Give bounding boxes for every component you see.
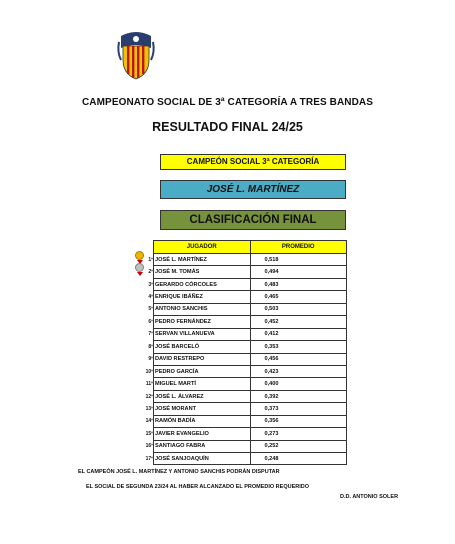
- average-cell: 0,356: [250, 415, 347, 427]
- champion-name: JOSÉ L. MARTÍNEZ: [160, 180, 346, 199]
- table-row: [145, 378, 347, 390]
- table-row: [145, 303, 347, 315]
- average-cell: 0,248: [250, 453, 347, 465]
- position-cell: 12º: [145, 393, 153, 400]
- player-name-cell: JAVIER EVANGELIO: [154, 428, 251, 440]
- average-cell: 0,452: [250, 316, 347, 328]
- position-cell: 8º: [148, 343, 153, 350]
- player-name-cell: ENRIQUE IBÁÑEZ: [154, 291, 251, 303]
- average-cell: 0,353: [250, 341, 347, 353]
- table-row: [145, 365, 347, 377]
- table-row: [145, 341, 347, 353]
- player-name-cell: JOSÉ MORANT: [154, 403, 251, 415]
- player-column-header: JUGADOR: [154, 241, 251, 254]
- player-name-cell: PEDRO GARCÍA: [154, 365, 251, 377]
- championship-title: CAMPEONATO SOCIAL DE 3ª CATEGORÍA A TRES BANDAS: [81, 97, 373, 108]
- player-name-cell: JOSÉ SANJOAQUÍN: [154, 453, 251, 465]
- position-cell: 17º: [145, 455, 153, 462]
- player-name-cell: MIGUEL MARTÍ: [154, 378, 251, 390]
- average-cell: 0,503: [250, 303, 347, 315]
- club-crest-icon: [115, 30, 157, 80]
- table-row: [145, 316, 347, 328]
- average-cell: 0,423: [250, 365, 347, 377]
- table-row: [145, 428, 347, 440]
- table-row: [145, 291, 347, 303]
- table-row: [145, 278, 347, 290]
- player-name-cell: JOSÉ M. TOMÁS: [154, 266, 251, 278]
- player-name-cell: SERVAN VILLANUEVA: [154, 328, 251, 340]
- classification-table: [145, 240, 347, 465]
- position-header: [145, 241, 154, 254]
- position-cell: 13º: [145, 405, 153, 412]
- position-cell: 7º: [148, 331, 153, 338]
- player-name-cell: SANTIAGO FABRA: [154, 440, 251, 452]
- average-cell: 0,412: [250, 328, 347, 340]
- average-cell: 0,373: [250, 403, 347, 415]
- result-subtitle: RESULTADO FINAL 24/25: [152, 120, 303, 134]
- table-row: [145, 403, 347, 415]
- footer-note-line2: EL SOCIAL DE SEGUNDA 23/24 AL HABER ALCANZADO EL PROMEDIO REQUERIDO: [86, 484, 309, 490]
- position-cell: 16º: [145, 443, 153, 450]
- position-cell: 6º: [148, 318, 153, 325]
- position-cell: 2º: [148, 269, 153, 276]
- player-name-cell: PEDRO FERNÁNDEZ: [154, 316, 251, 328]
- table-row: [145, 453, 347, 465]
- average-cell: 0,273: [250, 428, 347, 440]
- player-name-cell: ANTONIO SANCHIS: [154, 303, 251, 315]
- table-row: [145, 266, 347, 278]
- player-name-cell: JOSÉ L. MARTÍNEZ: [154, 254, 251, 266]
- position-cell: 1º: [148, 256, 153, 263]
- position-cell: 15º: [145, 430, 153, 437]
- silver-medal-icon: [135, 263, 144, 276]
- player-name-cell: RAMÓN BADÍA: [154, 415, 251, 427]
- table-row: [145, 328, 347, 340]
- classification-heading: CLASIFICACIÓN FINAL: [160, 210, 346, 230]
- table-header-row: [145, 241, 347, 254]
- player-name-cell: JOSÉ BARCELÓ: [154, 341, 251, 353]
- position-cell: 3º: [148, 281, 153, 288]
- position-cell: 4º: [148, 294, 153, 301]
- champion-label: CAMPEÓN SOCIAL 3ª CATEGORÍA: [160, 154, 346, 170]
- position-cell: 5º: [148, 306, 153, 313]
- position-cell: 9º: [148, 356, 153, 363]
- table-row: [145, 390, 347, 402]
- average-cell: 0,252: [250, 440, 347, 452]
- table-row: [145, 353, 347, 365]
- player-name-cell: JOSÉ L. ÁLVAREZ: [154, 390, 251, 402]
- position-cell: 11º: [145, 381, 153, 388]
- average-cell: 0,465: [250, 291, 347, 303]
- player-name-cell: GERARDO CÓRCOLES: [154, 278, 251, 290]
- average-cell: 0,483: [250, 278, 347, 290]
- average-cell: 0,456: [250, 353, 347, 365]
- average-column-header: PROMEDIO: [250, 241, 347, 254]
- table-row: [145, 415, 347, 427]
- average-cell: 0,400: [250, 378, 347, 390]
- average-cell: 0,494: [250, 266, 347, 278]
- signature: D.D. ANTONIO SOLER: [340, 494, 399, 500]
- player-name-cell: DAVID RESTREPO: [154, 353, 251, 365]
- average-cell: 0,518: [250, 254, 347, 266]
- table-row: [145, 440, 347, 452]
- average-cell: 0,392: [250, 390, 347, 402]
- position-cell: 14º: [145, 418, 153, 425]
- footer-note-line1: EL CAMPEÓN JOSÉ L. MARTÍNEZ Y ANTONIO SANCHIS PODRÁN DISPUTAR: [78, 469, 280, 475]
- position-cell: 10º: [145, 368, 153, 375]
- table-row: [145, 254, 347, 266]
